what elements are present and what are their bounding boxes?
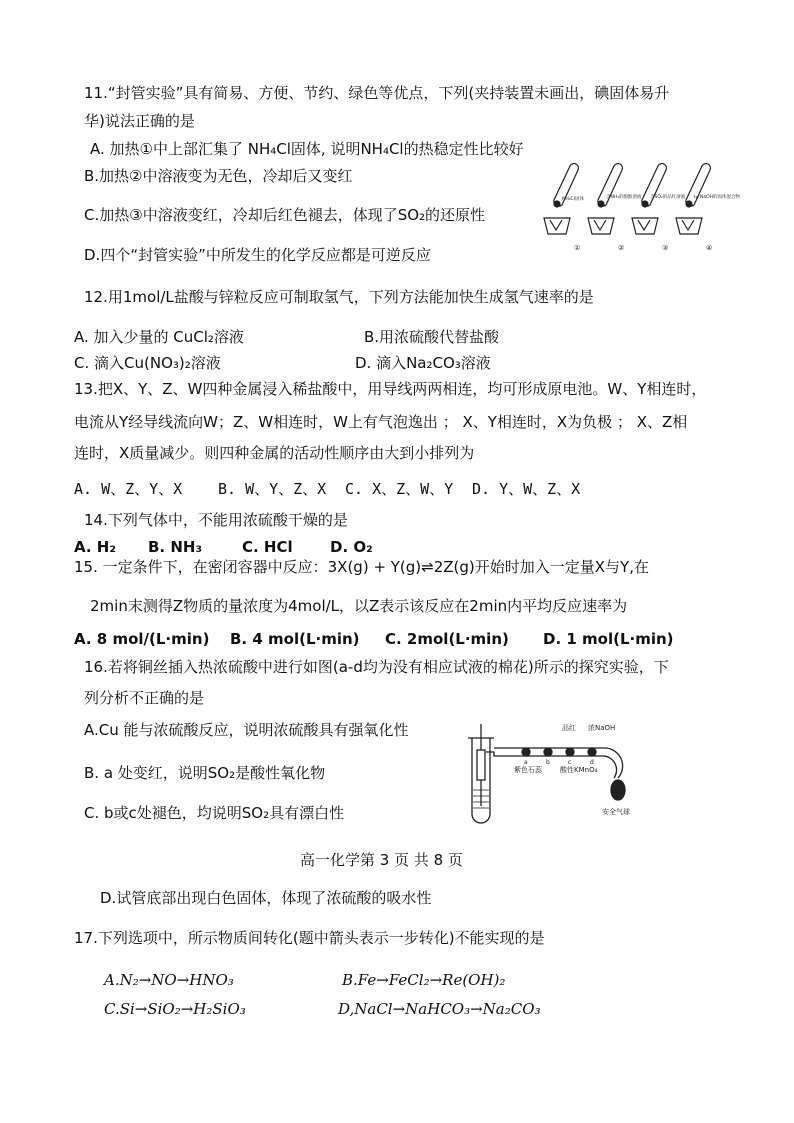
label-balloon: 安全气球 [602,808,630,816]
q12-stem: 12.用1mol/L盐酸与锌粒反应可制取氢气，下列方法能加快生成氢气速率的是 [84,288,594,306]
q12-option-d: D. 滴入Na₂CO₃溶液 [355,354,491,372]
q17-option-c: C.Si→SiO₂→H₂SiO₃ [104,1000,246,1018]
q17-option-a: A.N₂→NO→HNO₃ [104,971,234,989]
cotton-a [522,748,530,756]
q12-option-b: B.用浓硫酸代替盐酸 [364,328,500,346]
q11-option-a: A. 加热①中上部汇集了 NH₄Cl固体, 说明NH₄Cl的热稳定性比较好 [90,140,524,158]
q12-option-c: C. 滴入Cu(NO₃)₂溶液 [74,354,221,372]
q16-option-b: B. a 处变红，说明SO₂是酸性氧化物 [84,764,326,782]
q14-stem: 14.下列气体中，不能用浓硫酸干燥的是 [84,511,348,529]
q13-option-d: D. Y、W、Z、X [472,480,581,498]
tube2-label: 含NH₃的酚酞溶液 [606,195,642,200]
q16-option-a: A.Cu 能与浓硫酸反应，说明浓硫酸具有强氧化性 [84,721,409,739]
label-naoh: 浓NaOH [588,724,616,732]
q15-option-d: D. 1 mol(L·min) [543,630,674,648]
q11-stem-line2: 华)说法正确的是 [84,112,195,130]
q15-option-a: A. 8 mol/(L·min) [74,630,210,648]
tube4-label: I₂, NaOH的固体混合物 [694,195,741,200]
q13-option-c: C. X、Z、W、Y [345,480,454,498]
q15-option-c: C. 2mol(L·min) [385,630,509,648]
q13-stem-line3: 连时，X质量减少。则四种金属的活动性顺序由大到小排列为 [74,444,475,462]
apparatus-figure [462,720,642,830]
tube1-number: ① [574,244,581,252]
safety-balloon [611,780,625,800]
q13-option-a: A. W、Z、Y、X [74,480,183,498]
cotton-d [588,748,596,756]
letter-a: a [524,759,528,766]
sealed-tube-figure [540,160,741,252]
tube2-number: ② [618,244,625,252]
tube1-label: NH₄Cl固体 [562,197,584,202]
q16-option-c: C. b或c处褪色，均说明SO₂具有漂白性 [84,804,345,822]
q14-option-d: D. O₂ [330,538,373,556]
label-litmus: 紫色石蕊 [514,766,542,774]
q14-option-b: B. NH₃ [148,538,203,556]
cotton-c [566,748,574,756]
q16-option-d: D.试管底部出现白色固体，体现了浓硫酸的吸水性 [100,889,432,907]
letter-c: c [568,759,572,766]
q13-option-b: B. W、Y、Z、X [218,480,327,498]
label-pinhong: 品红 [562,724,576,732]
label-kmno4: 酸性KMnO₄ [560,766,598,774]
q17-option-b: B.Fe→FeCl₂→Re(OH)₂ [342,971,506,989]
q11-option-d: D.四个“封管实验”中所发生的化学反应都是可逆反应 [84,246,431,264]
q11-option-b: B.加热②中溶液变为无色，冷却后又变红 [84,167,353,185]
tube3-label: 含SO₂的品红溶液 [650,195,686,200]
cotton-b [544,748,552,756]
q11-stem-line1: 11.“封管实验”具有简易、方便、节约、绿色等优点，下列(夹持装置未画出，碘固体易升 [84,84,670,102]
q15-stem-line1: 15. 一定条件下，在密闭容器中反应：3X(g) + Y(g)⇌2Z(g)开始时加入一定量X与Y,在 [74,558,649,576]
q14-option-a: A. H₂ [74,538,116,556]
q17-option-d: D,NaCl→NaHCO₃→Na₂CO₃ [338,1000,541,1018]
letter-d: d [590,759,594,766]
q13-stem-line1: 13.把X、Y、Z、W四种金属浸入稀盐酸中，用导线两两相连，均可形成原电池。W、Y相连时， [74,380,707,398]
q14-option-c: C. HCl [242,538,293,556]
q15-stem-line2: 2min末测得Z物质的量浓度为4mol/L，以Z表示该反应在2min内平均反应速率为 [90,597,628,615]
delivery-tube [486,752,617,778]
q13-stem-line2: 电流从Y经导线流向W；Z、W相连时，W上有气泡逸出 ； X、Y相连时，X为负极 ； X、Z相 [74,413,688,431]
q17-stem: 17.下列选项中，所示物质间转化(题中箭头表示一步转化)不能实现的是 [74,929,545,947]
q12-option-a: A. 加入少量的 CuCl₂溶液 [74,328,244,346]
tube4-number: ④ [706,244,713,252]
tube3-number: ③ [662,244,669,252]
q11-option-c: C.加热③中溶液变红，冷却后红色褪去，体现了SO₂的还原性 [84,206,486,224]
q16-stem-line1: 16.若将铜丝插入热浓硫酸中进行如图(a-d均为没有相应试液的棉花)所示的探究实验，下 [84,658,669,676]
page-footer: 高一化学第 3 页 共 8 页 [300,851,463,869]
q15-option-b: B. 4 mol(L·min) [230,630,360,648]
q16-stem-line2: 列分析不正确的是 [84,689,205,707]
letter-b: b [546,759,550,766]
